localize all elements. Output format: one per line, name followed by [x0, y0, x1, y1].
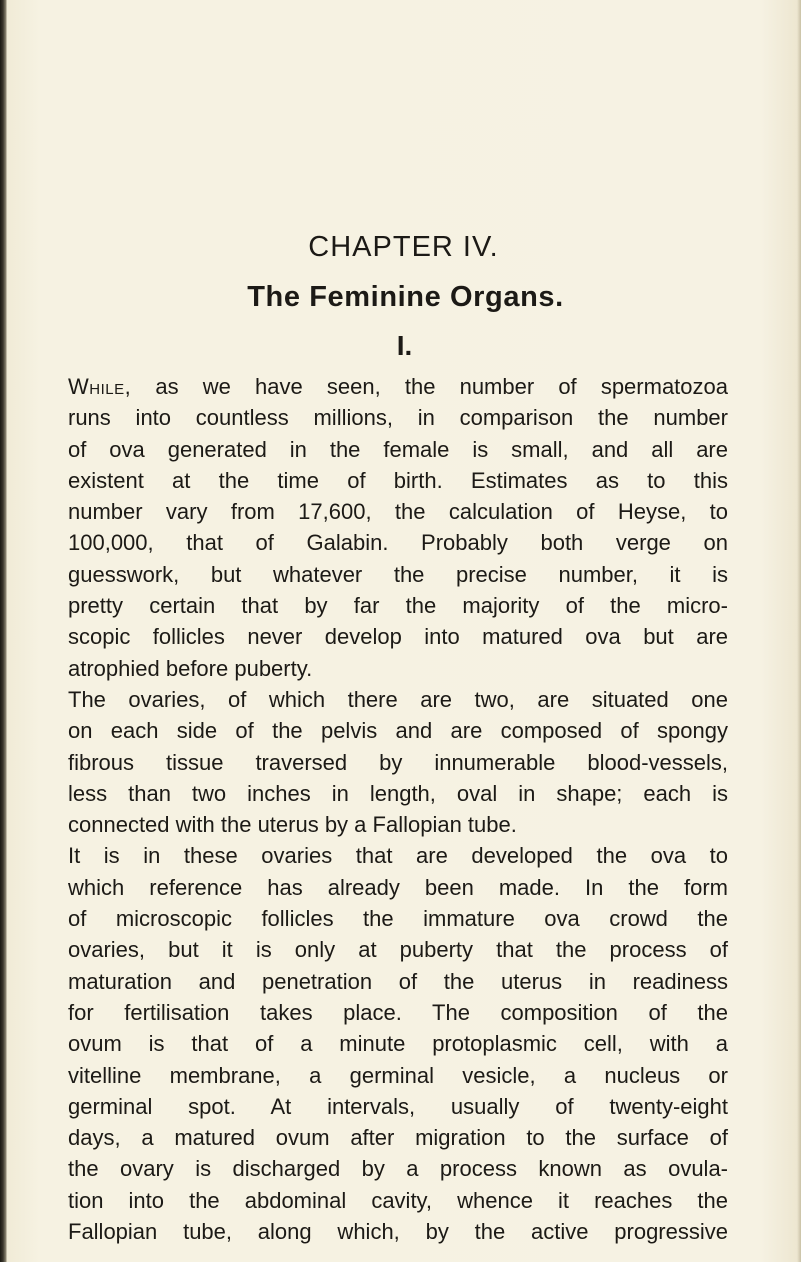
text-line: for fertilisation takes place. The composition of the — [68, 999, 728, 1025]
page-edge — [797, 0, 801, 1262]
text-line: 100,000, that of Galabin. Probably both verge on — [68, 530, 728, 556]
text-line: fibrous tissue traversed by innumerable blood-vessels, — [68, 749, 728, 775]
text-line: atrophied before puberty. — [68, 655, 313, 681]
text-line: less than two inches in length, oval in shape; each is — [68, 780, 728, 806]
text-line: ovum is that of a minute protoplasmic cell, with a — [68, 1031, 728, 1057]
text-line: runs into countless millions, in comparison the number — [68, 405, 728, 431]
body-text — [68, 371, 728, 1247]
text-line: days, a matured ovum after migration to the surface of — [68, 1125, 728, 1151]
text-line: of ova generated in the female is small, and all are — [68, 436, 728, 462]
text-line: existent at the time of birth. Estimates as to this — [68, 467, 728, 493]
text-line: tion into the abdominal cavity, whence it reaches the — [68, 1187, 728, 1213]
text-line: scopic follicles never develop into matured ova but are — [68, 624, 728, 650]
text-line: of microscopic follicles the immature ova crowd the — [68, 906, 728, 932]
text-line: vitelline membrane, a germinal vesicle, a nucleus or — [68, 1062, 728, 1088]
text-line: the ovary is discharged by a process known as ovula- — [68, 1156, 728, 1182]
text-line: Fallopian tube, along which, by the active progressive — [68, 1219, 728, 1245]
text-line: number vary from 17,600, the calculation of Heyse, to — [68, 499, 728, 525]
text-line: connected with the uterus by a Fallopian tube. — [68, 812, 517, 838]
text-line: guesswork, but whatever the precise number, it is — [68, 561, 728, 587]
chapter-title: The Feminine Organs. — [247, 281, 564, 313]
text-line: maturation and penetration of the uterus in readiness — [68, 968, 728, 994]
binding-edge — [0, 0, 7, 1262]
chapter-heading: CHAPTER IV. — [308, 231, 499, 263]
text-line: which reference has already been made. In the form — [68, 874, 728, 900]
text-line: While, as we have seen, the number of spermatozoa — [68, 374, 728, 399]
section-number: I. — [396, 330, 413, 361]
text-line: The ovaries, of which there are two, are situated one — [68, 686, 728, 712]
text-line: pretty certain that by far the majority of the micro- — [68, 593, 728, 619]
text-line: ovaries, but it is only at puberty that the process of — [68, 937, 728, 963]
text-line: It is in these ovaries that are developed the ova to — [68, 843, 728, 869]
drop-word: While, — [68, 374, 132, 399]
text-line: on each side of the pelvis and are composed of spongy — [68, 718, 728, 744]
text-line: germinal spot. At intervals, usually of twenty-eight — [68, 1093, 728, 1119]
